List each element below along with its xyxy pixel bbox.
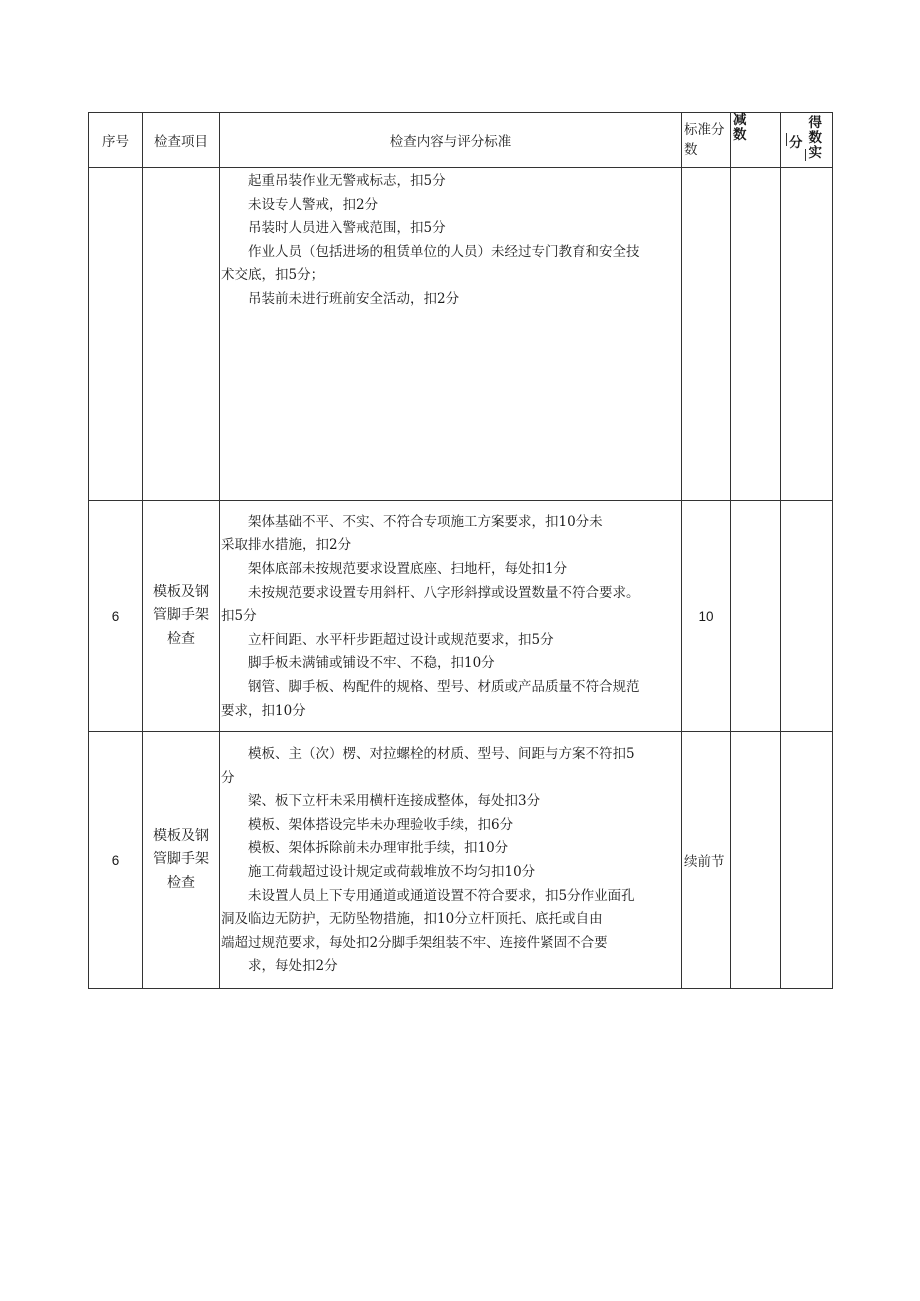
- row-item: [143, 501, 220, 732]
- content-line: 立杆间距、水平杆步距超过设计或规范要求，扣5分: [248, 631, 554, 648]
- row-actual-cell: [781, 168, 833, 501]
- item-line: 模板及钢: [153, 827, 209, 844]
- table-row: [89, 732, 833, 989]
- header-deduct-line1: 减: [733, 112, 747, 128]
- row-standard-score: [682, 168, 731, 501]
- item-line: 模板及钢: [153, 583, 209, 600]
- item-line: 管脚手架: [153, 851, 209, 868]
- row-deduct-cell: [731, 732, 781, 989]
- header-standard-score: [682, 113, 731, 168]
- row-content: [220, 168, 682, 501]
- content-line: 施工荷载超过设计规定或荷载堆放不均匀扣10分: [248, 864, 536, 880]
- header-content: 检查内容与评分标准: [220, 113, 682, 168]
- row-item: [143, 168, 220, 501]
- table-row: [89, 501, 833, 732]
- header-standard-score-line2: 数: [684, 142, 698, 158]
- header-actual-char3: 分: [789, 135, 803, 151]
- content-line: 架体基础不平、不实、不符合专项施工方案要求，扣10分未: [248, 513, 603, 530]
- row-content: [220, 732, 682, 989]
- content-line: 钢管、脚手板、构配件的规格、型号、材质或产品质量不符合规范: [248, 678, 640, 695]
- inspection-table: [88, 112, 833, 989]
- header-deduct: [731, 113, 781, 168]
- header-actual-char2: 数: [808, 130, 822, 146]
- content-line: 吊装时人员进入警戒范围，扣5分: [248, 220, 446, 237]
- row-standard-score: 续前节: [682, 732, 731, 989]
- content-line: 作业人员（包括进场的租赁单位的人员）未经过专门教育和安全技: [248, 243, 640, 260]
- header-deduct-line2: 数: [733, 127, 747, 143]
- header-item: 检查项目: [143, 113, 220, 168]
- content-line: 吊装前未进行班前安全活动，扣2分: [248, 290, 460, 307]
- row-seq: 6: [89, 501, 143, 732]
- content-line: 梁、板下立杆未采用横杆连接成整体，每处扣3分: [248, 793, 541, 810]
- table-row: [89, 168, 833, 501]
- header-actual-rule2: [805, 149, 806, 161]
- item-line: 管脚手架: [153, 607, 209, 624]
- row-deduct-cell: [731, 168, 781, 501]
- header-actual-char4: 实: [808, 145, 822, 161]
- content-line: 起重吊装作业无警戒标志，扣5分: [248, 173, 446, 189]
- content-line: 端超过规范要求，每处扣2分脚手架组装不牢、连接件紧固不合要: [221, 934, 608, 951]
- content-line: 模板、主（次）楞、对拉螺栓的材质、型号、间距与方案不符扣5: [248, 746, 635, 763]
- content-line: 要求，扣10分: [221, 702, 306, 719]
- row-standard-score: 10: [682, 501, 731, 732]
- content-line: 采取排水措施，扣2分: [221, 537, 352, 554]
- header-actual-char1: 得: [808, 115, 822, 131]
- content-line: 脚手板未满铺或铺设不牢、不稳，扣10分: [248, 655, 495, 672]
- header-seq: 序号: [89, 113, 143, 168]
- item-line: 检查: [167, 630, 195, 647]
- content-line: 洞及临边无防护，无防坠物措施，扣10分立杆顶托、底托或自由: [221, 911, 603, 928]
- header-actual-score: [781, 113, 833, 168]
- content-line: 扣5分: [221, 608, 257, 625]
- content-line: 未设专人警戒，扣2分: [248, 196, 379, 213]
- content-line: 术交底，扣5分；: [221, 267, 325, 284]
- row-content: [220, 501, 682, 732]
- content-line: 架体底部未按规范要求设置底座、扫地杆，每处扣1分: [248, 561, 568, 578]
- content-line: 未设置人员上下专用通道或通道设置不符合要求，扣5分作业面孔: [248, 887, 635, 904]
- content-line: 模板、架体拆除前未办理审批手续，扣10分: [248, 840, 509, 857]
- item-line: 检查: [167, 874, 195, 891]
- content-line: 求，每处扣2分: [248, 958, 338, 975]
- header-standard-score-line1: 标准分: [684, 122, 725, 138]
- header-actual-rule1: [786, 133, 787, 146]
- row-actual-cell: [781, 501, 833, 732]
- row-seq: 6: [89, 732, 143, 989]
- content-line: 分: [221, 769, 235, 786]
- content-line: 未按规范要求设置专用斜杆、八字形斜撑或设置数量不符合要求。: [248, 584, 640, 601]
- row-item: [143, 732, 220, 989]
- content-line: 模板、架体搭设完毕未办理验收手续，扣6分: [248, 816, 514, 833]
- row-seq: [89, 168, 143, 501]
- row-actual-cell: [781, 732, 833, 989]
- row-deduct-cell: [731, 501, 781, 732]
- header-row: [89, 113, 833, 168]
